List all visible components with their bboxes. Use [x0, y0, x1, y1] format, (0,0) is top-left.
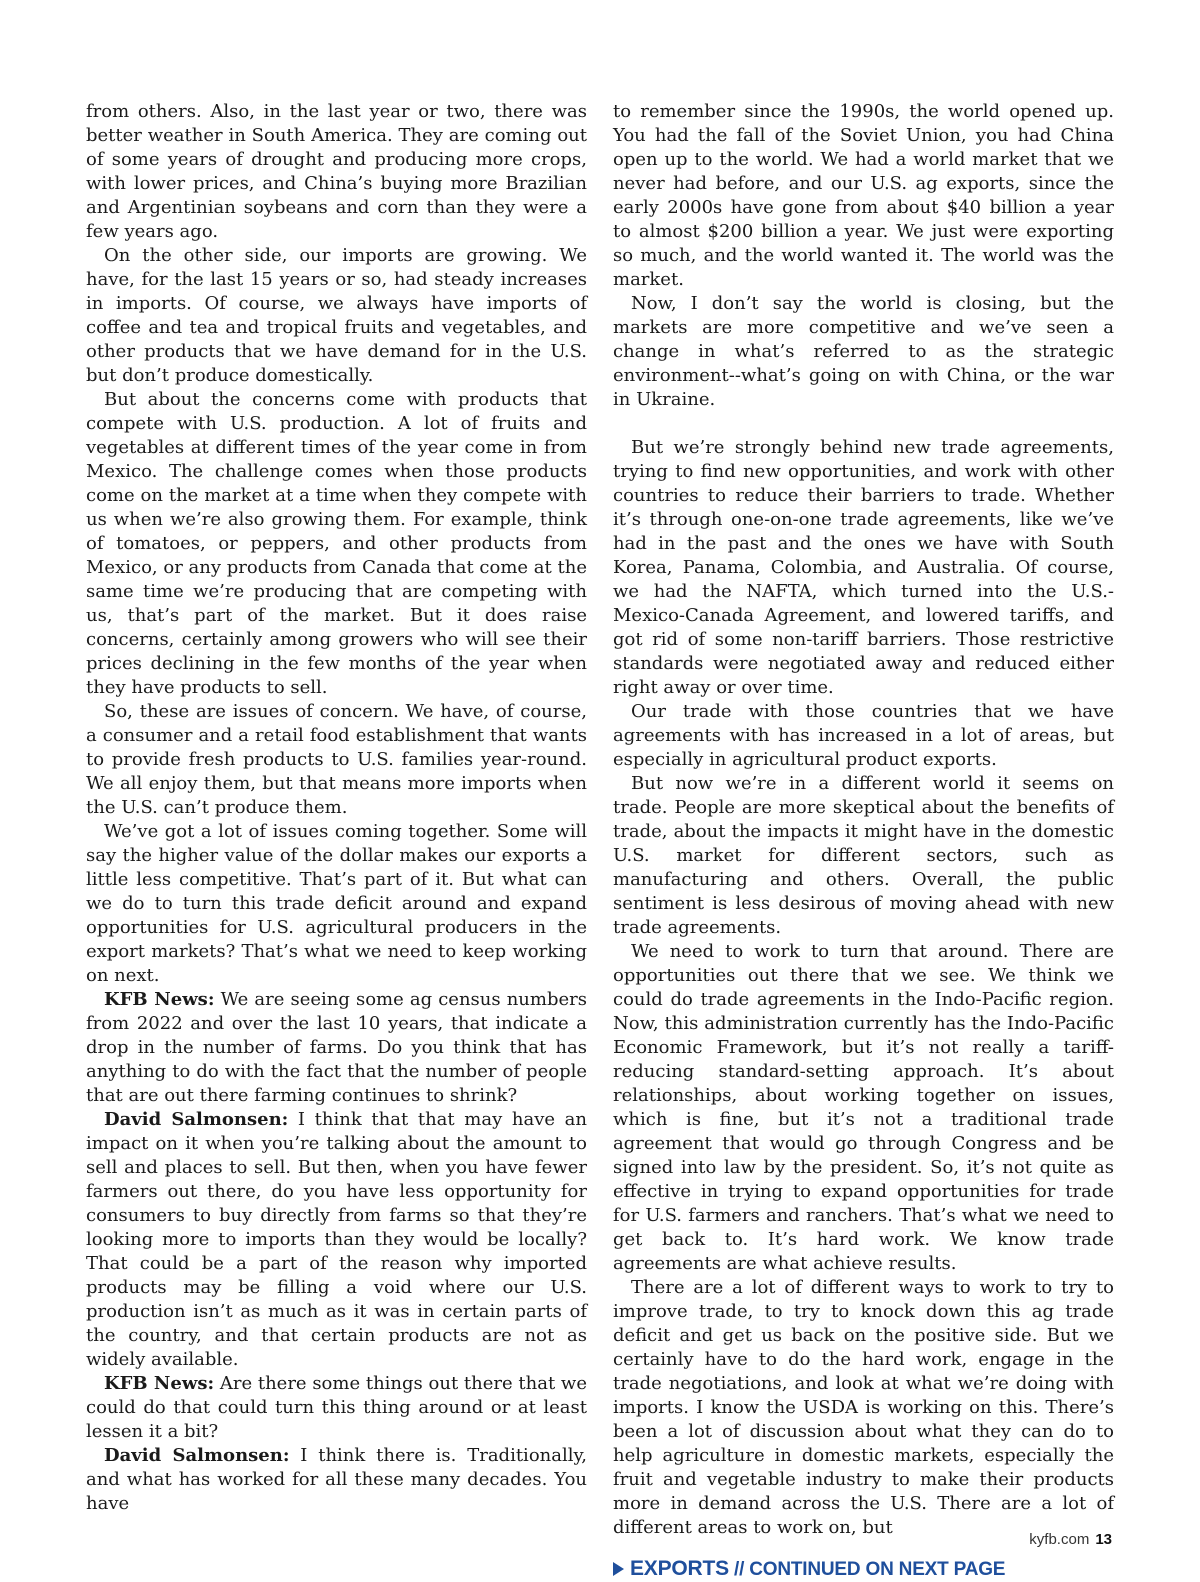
continued-on-next-page-link[interactable]	[613, 1557, 1114, 1582]
continued-section-label: EXPORTS	[630, 1557, 729, 1580]
speaker-label: KFB News:	[104, 1373, 215, 1394]
body-paragraph: But we’re strongly behind new trade agreements, trying to find new opportunities, and work with other countries to reduce their barriers to trade. Whether it’s through one-on-one trade agreements, like we’ve had in the past and the ones we have with South Korea, Panama, Colombia, and Australia. Of course, we had the NAFTA, which turned into the U.S.-Mexico-Canada Agreement, and lowered tariffs, and got rid of some non-tariff barriers. Those restrictive standards were negotiated away and reduced either right away or over time.	[613, 437, 1114, 698]
body-paragraph: So, these are issues of concern. We have, of course, a consumer and a retail food establishment that wants to provide fresh products to U.S. families year-round. We all enjoy them, but that means more imports when the U.S. can’t produce them.	[86, 701, 587, 818]
body-paragraph: There are a lot of different ways to work to try to improve trade, to try to knock down this ag trade deficit and get us back on the positive side. But we certainly have to do the hard work, engage in the trade negotiations, and look at what we’re doing with imports. I know the USDA is working on this. There’s been a lot of discussion about what they can do to help agriculture in domestic markets, especially the fruit and vegetable industry to make their products more in demand across the U.S. There are a lot of different areas to work on, but	[613, 1277, 1114, 1538]
body-paragraph: Now, I don’t say the world is closing, but the markets are more competitive and we’ve seen a change in what’s referred to as the strategic environment--what’s going on with China, or the war in Ukraine.	[613, 293, 1114, 410]
footer-site: kyfb.com	[1029, 1531, 1090, 1548]
speaker-label: David Salmonsen:	[104, 1109, 289, 1130]
right-column	[613, 100, 1114, 1582]
body-paragraph: On the other side, our imports are growing. We have, for the last 15 years or so, had steady increases in imports. Of course, we always have imports of coffee and tea and tropical fruits and vegetables, and other products that we have demand for in the U.S. but don’t produce domestically.	[86, 245, 587, 386]
body-paragraph: But about the concerns come with products that compete with U.S. production. A lot of fruits and vegetables at different times of the year come in from Mexico. The challenge comes when those products come on the market at a time when they compete with us when we’re also growing them. For example, think of tomatoes, or peppers, and other products from Mexico, or any products from Canada that come at the same time we’re producing that are competing with us, that’s part of the market. But it does raise concerns, certainly among growers who will see their prices declining in the few months of the year when they have products to sell.	[86, 389, 587, 698]
continued-suffix: // CONTINUED ON NEXT PAGE	[728, 1559, 1006, 1580]
interview-answer	[86, 1108, 587, 1372]
speaker-label: KFB News:	[104, 989, 215, 1010]
speaker-label: David Salmonsen:	[104, 1445, 290, 1466]
triangle-right-icon	[613, 1562, 624, 1576]
question-text: We are seeing some ag census numbers from 2022 and over the last 10 years, that indicate a drop in the number of farms. Do you think that has anything to do with the fact that the number of people that are out there farming continues to shrink?	[86, 989, 587, 1106]
body-paragraph: from others. Also, in the last year or two, there was better weather in South America. They are coming out of some years of drought and producing more crops, with lower prices, and China’s buying more Brazilian and Argentinian soybeans and corn than they were a few years ago.	[86, 101, 587, 242]
question-text: Are there some things out there that we could do that could turn this thing around or at least lessen it a bit?	[86, 1373, 587, 1442]
body-paragraph: Our trade with those countries that we have agreements with has increased in a lot of areas, but especially in agricultural product exports.	[613, 701, 1114, 770]
answer-text: I think there is. Traditionally, and what has worked for all these many decades. You have	[86, 1445, 587, 1514]
interview-answer	[86, 1444, 587, 1516]
page-number: 13	[1095, 1531, 1112, 1548]
answer-text: I think that that may have an impact on it when you’re talking about the amount to sell and places to sell. But then, when you have fewer farmers out there, do you have less opportunity for consumers to buy directly from farms so that they’re looking more to imports than they would be locally? That could be a part of the reason why imported products may be filling a void where our U.S. production isn’t as much as it was in certain parts of the country, and that certain products are not as widely available.	[86, 1109, 587, 1370]
body-paragraph: to remember since the 1990s, the world opened up. You had the fall of the Soviet Union, you had China open up to the world. We had a world market that we never had before, and our U.S. ag exports, since the early 2000s have gone from about $40 billion a year to almost $200 billion a year. We just were exporting so much, and the world wanted it. The world was the market.	[613, 101, 1114, 290]
body-paragraph: We need to work to turn that around. There are opportunities out there that we see. We think we could do trade agreements in the Indo-Pacific region. Now, this administration currently has the Indo-Pacific Economic Framework, but it’s not really a tariff-reducing standard-setting approach. It’s about relationships, about working together on issues, which is fine, but it’s not a traditional trade agreement that would go through Congress and be signed into law by the president. So, it’s not quite as effective in trying to expand opportunities for trade for U.S. farmers and ranchers. That’s what we need to get back to. It’s hard work. We know trade agreements are what achieve results.	[613, 941, 1114, 1274]
interview-question	[86, 988, 587, 1108]
body-paragraph: We’ve got a lot of issues coming together. Some will say the higher value of the dollar makes our exports a little less competitive. That’s part of it. But what can we do to turn this trade deficit around and expand opportunities for U.S. agricultural producers in the export markets? That’s what we need to keep working on next.	[86, 821, 587, 986]
interview-question	[86, 1372, 587, 1444]
page-footer	[1029, 1531, 1112, 1548]
body-paragraph: But now we’re in a different world it seems on trade. People are more skeptical about the benefits of trade, about the impacts it might have in the domestic U.S. market for different sectors, such as manufacturing and others. Overall, the public sentiment is less desirous of moving ahead with new trade agreements.	[613, 773, 1114, 938]
left-column	[86, 100, 587, 1516]
